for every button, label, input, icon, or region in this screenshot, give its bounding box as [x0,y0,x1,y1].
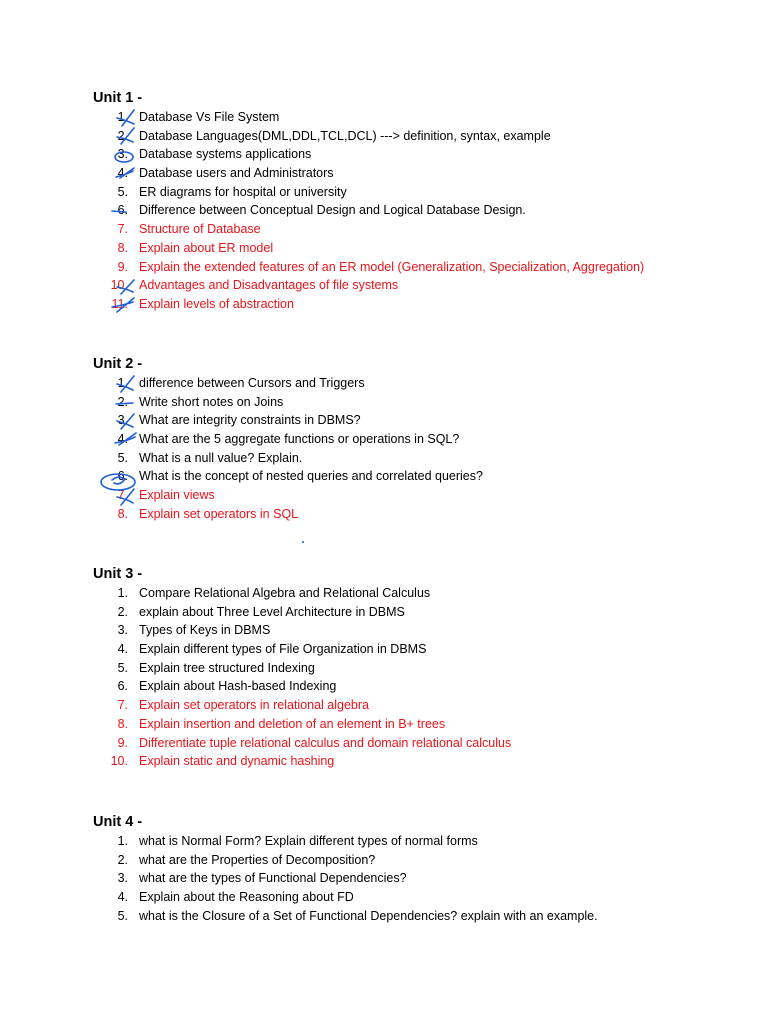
item-number: 9. [117,259,128,274]
item-number: 2. [117,128,128,143]
question-item [93,145,312,164]
question-item [93,393,284,412]
question-item [93,201,526,220]
item-text: Database Vs File System [139,110,280,124]
item-number: 1. [117,376,128,390]
item-text: Explain tree structured Indexing [139,660,315,675]
question-item [93,907,598,926]
question-item [93,505,299,524]
item-number: 10. [110,278,128,293]
item-number: 4. [117,642,128,657]
item-number: 1. [117,834,128,848]
item-number: 7. [117,698,128,713]
item-number: 2. [117,852,128,867]
item-text: What are the 5 aggregate functions or operations in SQL? [139,432,460,447]
item-number: 3. [117,871,128,886]
question-item [93,584,431,603]
question-item [93,374,365,393]
question-item [93,430,460,449]
item-text: ER diagrams for hospital or university [139,184,347,199]
item-text: Advantages and Disadvantages of file systems [139,278,399,293]
question-item [93,164,334,183]
item-text: what are the types of Functional Dependencies? [139,871,407,886]
item-text: Explain levels of abstraction [139,296,294,311]
item-text: Structure of Database [139,222,261,237]
unit-heading: Unit 4 - [93,814,143,830]
question-item [93,449,303,468]
item-text: Explain different types of File Organization in DBMS [139,642,427,657]
item-text: What is the concept of nested queries and correlated queries? [139,469,483,484]
question-item [93,752,335,771]
item-number: 3. [117,147,128,162]
item-text: Difference between Conceptual Design and Logical Database Design. [139,203,526,218]
question-item [93,183,347,202]
item-text: What is a null value? Explain. [139,450,303,465]
item-text: What are integrity constraints in DBMS? [139,413,361,428]
question-item [93,659,315,678]
question-item [93,888,354,907]
unit-3-section [93,564,512,771]
question-item [93,108,280,127]
item-text: Types of Keys in DBMS [139,623,271,638]
question-item [93,603,405,622]
item-number: 11. [111,296,128,311]
question-item [93,677,337,696]
question-item [93,832,478,851]
question-item [93,239,274,258]
question-item [93,467,483,486]
question-item [93,486,215,505]
item-text: Compare Relational Algebra and Relational Calculus [139,586,431,600]
unit-1-section [93,88,645,314]
item-number: 5. [117,450,128,465]
question-item [93,411,361,430]
item-number: 5. [117,908,128,923]
unit-heading: Unit 2 - [93,356,143,372]
item-text: Differentiate tuple relational calculus and domain relational calculus [139,735,512,750]
item-text: explain about Three Level Architecture in DBMS [139,604,405,619]
unit-heading: Unit 1 - [93,90,143,106]
question-item [93,127,551,146]
question-item [93,851,376,870]
item-text: what is the Closure of a Set of Functional Dependencies? explain with an example. [139,908,598,923]
item-number: 4. [117,432,128,447]
question-item [93,295,294,314]
question-item [93,696,369,715]
item-number: 6. [117,203,128,218]
item-text: Database systems applications [139,147,312,162]
item-text: Explain about Hash-based Indexing [139,679,337,694]
item-number: 5. [117,184,128,199]
question-list [93,108,645,314]
unit-4-section [93,812,598,925]
item-text: Explain set operators in SQL [139,506,299,521]
item-number: 2. [117,604,128,619]
unit-heading: Unit 3 - [93,566,143,582]
item-number: 8. [117,716,128,731]
item-number: 6. [117,469,128,484]
item-number: 7. [117,488,128,503]
item-number: 8. [117,506,128,521]
item-text: Explain about the Reasoning about FD [139,890,354,905]
question-list [93,374,483,524]
item-number: 8. [117,240,128,255]
item-number: 5. [117,660,128,675]
item-text: Explain views [139,488,215,503]
question-item [93,715,446,734]
unit-2-section [93,354,483,524]
question-item [93,640,427,659]
item-number: 3. [117,413,128,428]
question-list [93,584,512,771]
item-text: difference between Cursors and Triggers [139,376,365,390]
item-text: Explain insertion and deletion of an element in B+ trees [139,716,446,731]
item-number: 4. [117,166,128,181]
item-number: 7. [117,222,128,237]
question-item [93,276,399,295]
item-text: Explain set operators in relational algebra [139,698,369,713]
question-item [93,734,512,753]
item-number: 1. [117,586,128,600]
item-number: 3. [117,623,128,638]
item-text: Write short notes on Joins [139,394,284,409]
item-number: 10. [110,754,128,769]
item-text: what are the Properties of Decomposition? [139,852,376,867]
item-number: 2. [117,394,128,409]
item-number: 1. [117,110,128,124]
question-list [93,832,598,925]
question-item [93,869,407,888]
item-text: Database users and Administrators [139,166,334,181]
question-item [93,220,261,239]
item-number: 6. [117,679,128,694]
item-text: Database Languages(DML,DDL,TCL,DCL) ---> definition, syntax, example [139,128,551,143]
item-text: what is Normal Form? Explain different types of normal forms [139,834,478,848]
item-text: Explain static and dynamic hashing [139,754,335,769]
stray-pen-dot [302,541,304,543]
question-item [93,258,645,277]
question-item [93,621,271,640]
item-number: 4. [117,890,128,905]
item-text: Explain the extended features of an ER model (Generalization, Specialization, Aggregation) [139,259,645,274]
item-number: 9. [117,735,128,750]
item-text: Explain about ER model [139,240,274,255]
